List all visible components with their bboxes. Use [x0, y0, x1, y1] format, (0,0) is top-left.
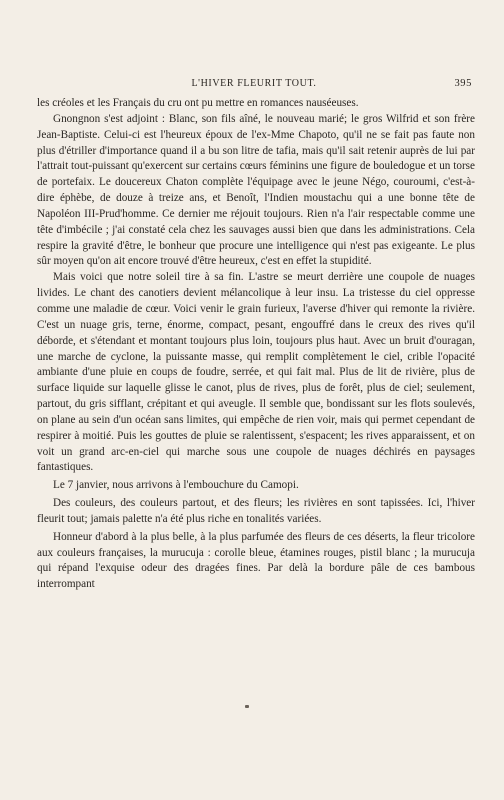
paragraph: Le 7 janvier, nous arrivons à l'embouchure du Camopi. — [53, 479, 299, 492]
paragraph: Gnongnon s'est adjoint : Blanc, son fils aîné, le nouveau marié; le gros Wilfrid et son frère Jean-Baptiste. Celui-ci est l'heureux époux de l'ex-Mme Chapoto, qu'il ne se fait pas faute non plus d'étriller d'importance quand il a bu son litre de tafia, mais qu'il sait retenir auprès de lui par l'attrait tout-puissant qu'exercent sur certains cœurs féminins une figure de bouledogue et un torse de portefaix. Le doucereux Chaton complète l'équipage avec le jeune Négo, couroumi, c'est-à-dire éphèbe, de douze à treize ans, et Benoît, l'Indien moustachu qui a une bonne tête de Napoléon III-Prud'homme. Ce dernier me réjouit toujours. Rien n'a l'air respectable comme une tête d'imbécile ; j'ai constaté cela chez les sauvages aussi bien que dans les administrations. Cela respire la gravité d'être, le bonheur que procure une intelligence qui n'est pas exigeante. Le plus sûr moyen qu'on ait encore trouvé d'être heureux, c'est en effet la stupidité. — [37, 112, 475, 268]
running-title: L'HIVER FLEURIT TOUT. — [191, 78, 317, 89]
paragraph: Mais voici que notre soleil tire à sa fin. L'astre se meurt derrière une coupole de nuages livides. Le chant des canotiers devient mélancolique à leur insu. La tristesse du ciel oppresse comme une maladie de cœur. Voici venir le grain furieux, l'averse d'hiver qui remonte la rivière. C'est un nuage gris, terne, énorme, compact, pesant, engouffré dans le creux des rives qu'il déborde, et s'étendant et montant toujours plus loin, toujours plus haut. Avec un bruit d'ouragan, une marche de cyclone, la puissante masse, qui remplit complètement le ciel, crible l'opacité ambiante d'une pluie en coups de foudre, serrée, et qui fait mal. Plus de lit de rivière, plus de surface liquide sur laquelle glisse le canot, plus de rives, plus de forêt, plus de ciel; seulement, partout, du gris sifflant, crépitant et qui aveugle. Il semble que, bondissant sur les flots soulevés, on plane au sein d'un océan sans limites, qui empêche de rien voir, mais qui permet cependant de respirer à moitié. Puis les gouttes de pluie se ralentissent, s'espacent; les rives apparaissent, et on voit un grand arc-en-ciel qui marche sous une coupole de nuages déchirés en paysages fantastiques. — [37, 271, 475, 474]
body-text — [37, 96, 475, 593]
running-head — [36, 78, 472, 92]
paragraph: les créoles et les Français du cru ont pu mettre en romances nauséeuses. — [37, 97, 359, 109]
paragraph: Honneur d'abord à la plus belle, à la plus parfumée des fleurs de ces déserts, la fleur tricolore aux couleurs françaises, la murucuja : corolle bleue, étamines rouges, pistil blanc ; la murucuja qui répand l'exquise odeur des dragées fines. Par delà la bordure pâle de ces bambous interrompant — [37, 530, 475, 591]
paragraph: Des couleurs, des couleurs partout, et des fleurs; les rivières en sont tapissées. Ici, l'hiver fleurit tout; jamais palette n'a été plus riche en tonalités variées. — [37, 497, 475, 525]
page-number: 395 — [454, 78, 472, 89]
ink-speck — [245, 705, 249, 708]
